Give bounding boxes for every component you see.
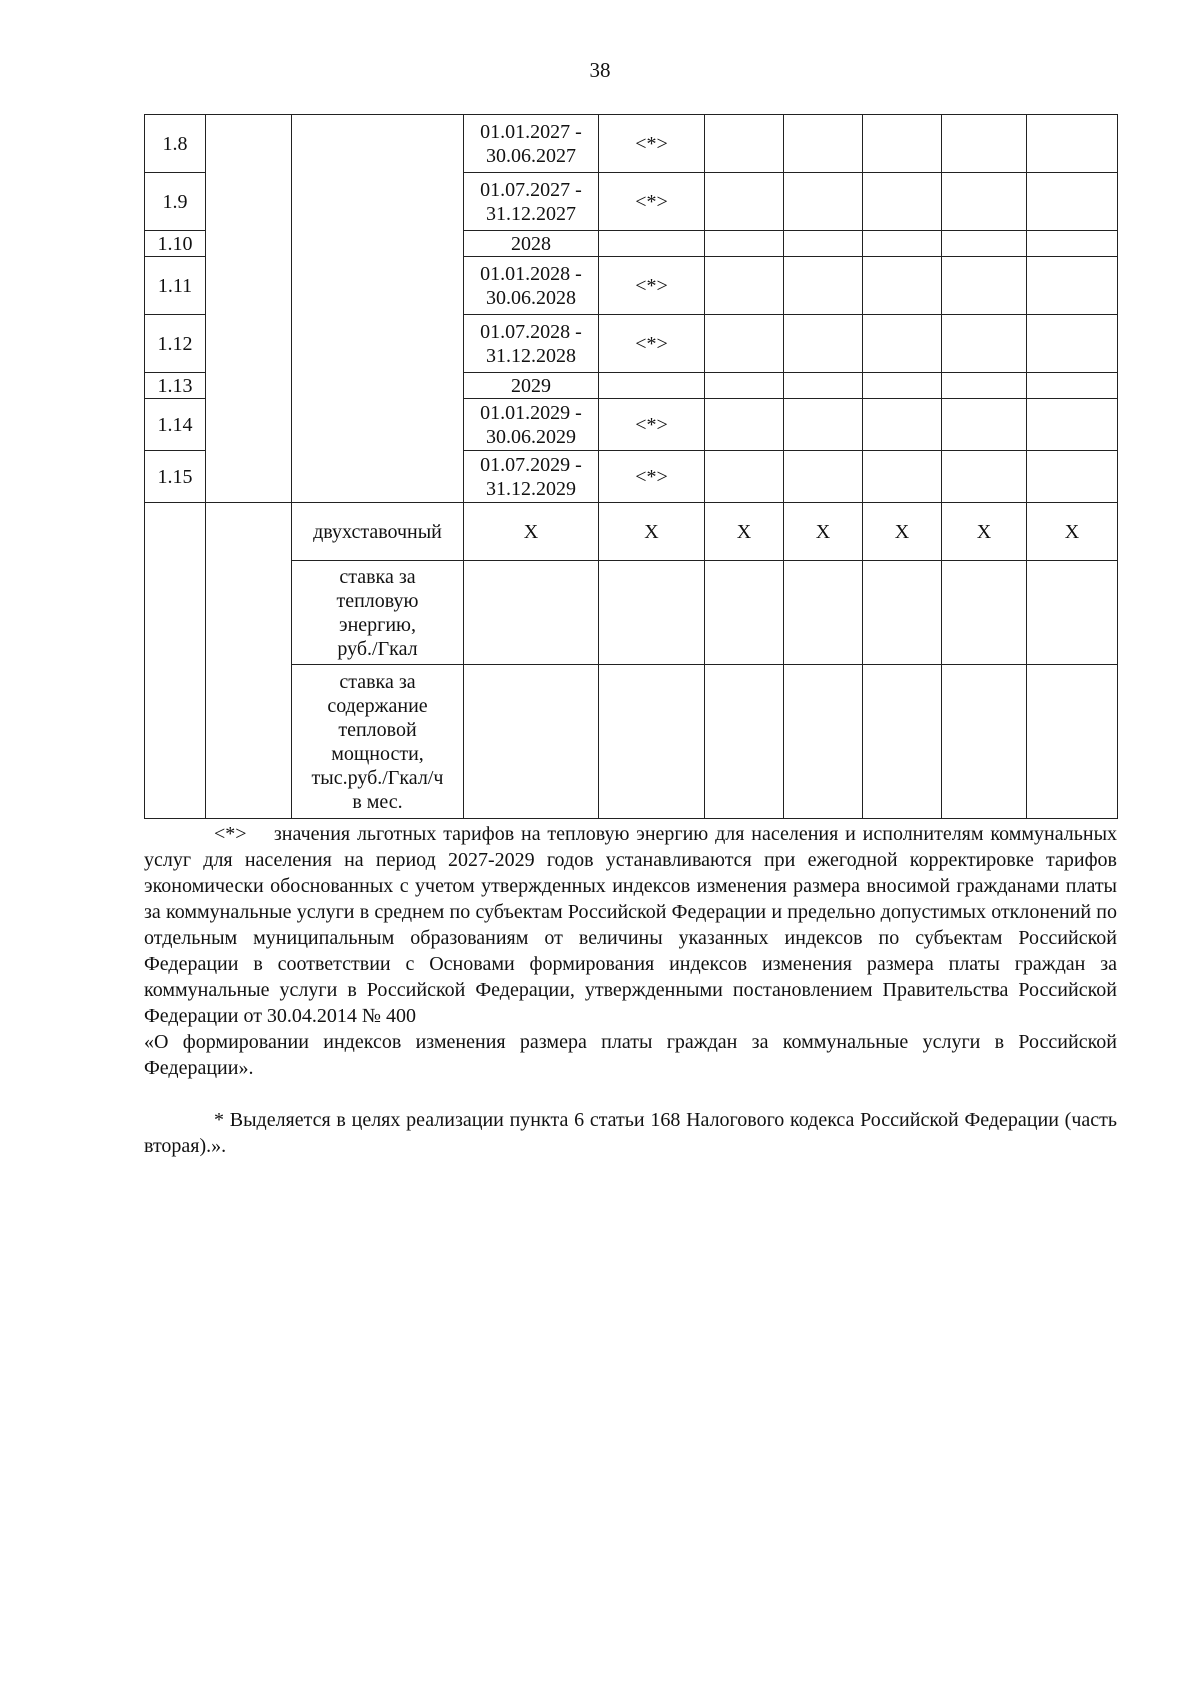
row-number: 1.14 [145, 399, 206, 451]
mark-cell: X [1027, 503, 1118, 561]
empty-cell [784, 665, 863, 819]
empty-cell [863, 257, 942, 315]
period-cell [464, 115, 599, 173]
empty-cell [863, 451, 942, 503]
row-number: 1.10 [145, 231, 206, 257]
label-line: энергию, [338, 613, 416, 636]
row-number: 1.13 [145, 373, 206, 399]
empty-cell [942, 257, 1027, 315]
period-cell [464, 399, 599, 451]
value-cell: <*> [599, 115, 705, 173]
mark-cell: X [464, 503, 599, 561]
period-end: 30.06.2028 [486, 286, 576, 309]
empty-cell [705, 451, 784, 503]
merged-empty-cell [206, 503, 292, 819]
merged-empty-cell [206, 115, 292, 503]
empty-cell [863, 373, 942, 399]
empty-cell [942, 315, 1027, 373]
mark-cell: X [863, 503, 942, 561]
period-start: 01.07.2028 - [480, 320, 582, 343]
period-end: 30.06.2029 [486, 425, 576, 448]
period-start: 01.07.2029 - [480, 453, 582, 476]
empty-cell [464, 561, 599, 665]
empty-cell [784, 257, 863, 315]
label-line: руб./Гкал [337, 637, 418, 660]
label-line: ставка за [339, 670, 416, 693]
empty-cell [863, 173, 942, 231]
empty-cell [1027, 315, 1118, 373]
period-cell [464, 257, 599, 315]
empty-cell [784, 399, 863, 451]
label-line: ставка за [339, 565, 416, 588]
year-cell: 2028 [464, 231, 599, 257]
empty-cell [599, 665, 705, 819]
value-cell: <*> [599, 173, 705, 231]
empty-cell [863, 315, 942, 373]
label-line: содержание [327, 694, 428, 717]
value-cell: <*> [599, 315, 705, 373]
period-end: 30.06.2027 [486, 144, 576, 167]
empty-cell [942, 665, 1027, 819]
table-row-two-part [145, 503, 1118, 561]
empty-cell [942, 173, 1027, 231]
two-part-label: двухставочный [292, 503, 464, 561]
row-number: 1.9 [145, 173, 206, 231]
empty-cell [1027, 173, 1118, 231]
empty-cell [1027, 115, 1118, 173]
mark-cell: X [599, 503, 705, 561]
empty-cell [863, 399, 942, 451]
value-cell: <*> [599, 451, 705, 503]
period-start: 01.01.2029 - [480, 401, 582, 424]
period-end: 31.12.2028 [486, 344, 576, 367]
energy-rate-label [292, 561, 464, 665]
empty-cell [942, 373, 1027, 399]
footnotes [144, 821, 1117, 1159]
value-cell: <*> [599, 399, 705, 451]
empty-cell [784, 115, 863, 173]
label-line: тепловую [336, 589, 419, 612]
empty-cell [705, 665, 784, 819]
period-end: 31.12.2027 [486, 202, 576, 225]
empty-cell [1027, 399, 1118, 451]
empty-cell [863, 231, 942, 257]
empty-cell [942, 399, 1027, 451]
empty-cell [863, 115, 942, 173]
empty-cell [863, 561, 942, 665]
empty-cell [863, 665, 942, 819]
empty-cell [784, 373, 863, 399]
label-line: тыс.руб./Гкал/ч [311, 766, 444, 789]
empty-cell [1027, 231, 1118, 257]
row-number: 1.11 [145, 257, 206, 315]
empty-cell [784, 451, 863, 503]
tariff-table [144, 114, 1118, 819]
period-start: 01.07.2027 - [480, 178, 582, 201]
row-number: 1.12 [145, 315, 206, 373]
empty-cell [705, 315, 784, 373]
merged-empty-cell [292, 115, 464, 503]
empty-cell [942, 115, 1027, 173]
mark-cell: X [784, 503, 863, 561]
empty-cell [599, 561, 705, 665]
footnote-marker: <*> [214, 823, 247, 845]
label-line: в мес. [352, 790, 403, 813]
label-line: тепловой [338, 718, 417, 741]
empty-cell [705, 257, 784, 315]
year-cell: 2029 [464, 373, 599, 399]
empty-cell [942, 451, 1027, 503]
empty-cell [705, 115, 784, 173]
empty-cell [942, 561, 1027, 665]
decree-title: «О формировании индексов изменения размера платы граждан за коммунальные услуги в Российской Федерации». [144, 1031, 1117, 1079]
period-end: 31.12.2029 [486, 477, 576, 500]
row-number: 1.15 [145, 451, 206, 503]
empty-cell [1027, 373, 1118, 399]
period-cell [464, 451, 599, 503]
period-cell [464, 173, 599, 231]
table-row [145, 115, 1118, 173]
empty-cell [705, 399, 784, 451]
empty-cell [784, 173, 863, 231]
empty-cell [1027, 451, 1118, 503]
empty-cell [942, 231, 1027, 257]
empty-cell [599, 373, 705, 399]
empty-cell [464, 665, 599, 819]
empty-cell [1027, 257, 1118, 315]
vat-footnote: * Выделяется в целях реализации пункта 6 статьи 168 Налогового кодекса Российской Федерации (часть вторая).». [144, 1109, 1117, 1157]
period-start: 01.01.2027 - [480, 120, 582, 143]
footnote-text: значения льготных тарифов на тепловую энергию для населения и исполнителям коммунальных услуг для населения на период 2027-2029 годов устанавливаются при ежегодной корректировке тарифов экономически обоснованных с учетом утвержденных индексов изменения размера вносимой гражданами платы за коммунальные услуги в среднем по субъектам Российской Федерации и предельно допустимых отклонений по отдельным муниципальным образованиям от величины указанных индексов по субъектам Российской Федерации в соответствии с Основами формирования индексов изменения размера платы граждан за коммунальные услуги в Российской Федерации, утвержденными постановлением Правительства Российской Федерации от 30.04.2014 № 400 [144, 823, 1118, 1027]
row-number: 1.8 [145, 115, 206, 173]
empty-cell [784, 315, 863, 373]
period-start: 01.01.2028 - [480, 262, 582, 285]
empty-cell [599, 231, 705, 257]
empty-cell [1027, 561, 1118, 665]
label-line: мощности, [331, 742, 424, 765]
mark-cell: X [942, 503, 1027, 561]
empty-cell [705, 561, 784, 665]
empty-cell [784, 561, 863, 665]
capacity-rate-label [292, 665, 464, 819]
period-cell [464, 315, 599, 373]
empty-cell [784, 231, 863, 257]
empty-cell [705, 231, 784, 257]
empty-cell [705, 173, 784, 231]
value-cell: <*> [599, 257, 705, 315]
empty-cell [1027, 665, 1118, 819]
empty-cell [705, 373, 784, 399]
merged-empty-cell [145, 503, 206, 819]
page-number: 38 [589, 58, 611, 82]
tariff-footnote [144, 821, 1117, 1029]
mark-cell: X [705, 503, 784, 561]
